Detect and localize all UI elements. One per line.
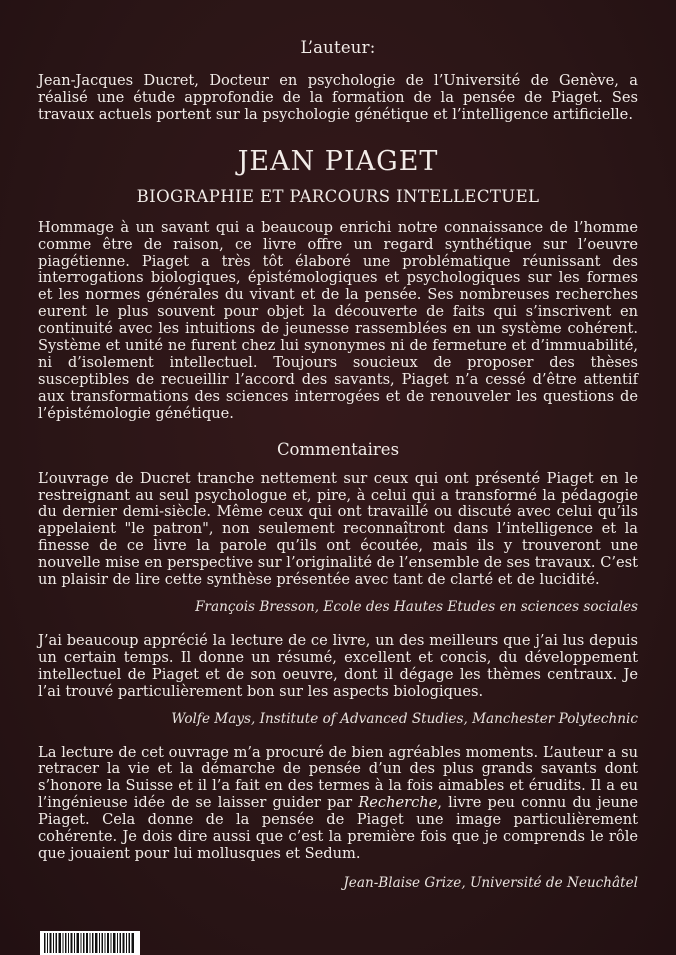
comment-text-mays: J’ai beaucoup apprécié la lecture de ce livre, un des meilleurs que j’ai lus depuis un certain temps. Il donne un résumé, excellent et concis, du développement intellectuel de Piaget et de son oeuvre, dont il dégage les thèmes centraux. Je l’ai trouvé particulièrement bon sur les aspects biologiques.	[38, 631, 638, 700]
comment-text-grize-part1: La lecture de cet ouvrage m’a procuré de bien agréables moments. L’auteur a su retracer la vie et la démarche de pensée d’un des plus grands savants dont s’honore la Suisse et il l’a fait en des termes à la fois aimables et érudits. Il a eu l’ingénieuse idée de se laisser guider par	[38, 743, 638, 812]
author-heading: L’auteur:	[300, 38, 376, 57]
comment-attribution-mays: Wolfe Mays, Institute of Advanced Studies, Manchester Polytechnic	[171, 710, 638, 727]
barcode-icon	[44, 933, 136, 953]
barcode	[40, 931, 140, 955]
comment-text-grize-part2: , livre peu connu du jeune Piaget. Cela donne de la pensée de Piaget une image particulièrement cohérente. Je dois dire aussi que c’est la première fois que je comprends le rôle que jouaient pour lui mollusques et Sedum.	[38, 794, 638, 862]
book-subtitle: BIOGRAPHIE ET PARCOURS INTELLECTUEL	[136, 186, 540, 206]
comment-attribution-grize: Jean-Blaise Grize, Université de Neuchâtel	[343, 874, 638, 891]
comment-text-bresson: L’ouvrage de Ducret tranche nettement sur ceux qui ont présenté Piaget en le restreignant au seul psychologue et, pire, à celui qui a transformé la pédagogie du dernier demi-siècle. Même ceux qui ont travaillé ou discuté avec celui qu’ils appelaient "le patron", non seulement reconnaîtront dans l’intelligence et la finesse de ce livre la parole qu’ils ont écoutée, mais ils y trouveront une nouvelle mise en perspective sur l’originalité de l’ensemble de ses travaux. C’est un plaisir de lire cette synthèse présentée avec tant de clarté et de lucidité.	[38, 469, 638, 589]
comment-attribution-bresson: François Bresson, Ecole des Hautes Etudes en sciences sociales	[195, 598, 638, 615]
book-summary: Hommage à un savant qui a beaucoup enrichi notre connaissance de l’homme comme être de raison, ce livre offre un regard synthétique sur l’oeuvre piagétienne. Piaget a très tôt élaboré une problématique réunissant des interrogations biologiques, épistémologiques et psychologiques sur les formes et les normes générales du vivant et de la pensée. Ses nombreuses recherches eurent le plus souvent pour objet la découverte de faits qui s’inscrivent en continuité avec les intuitions de jeunesse rassemblées en un système cohérent. Système et unité ne furent chez lui synonymes ni de fermeture et d’immuabilité, ni d’isolement intellectuel. Toujours soucieux de proposer des thèses susceptibles de recueillir l’accord des savants, Piaget n’a cessé d’être attentif aux transformations des sciences interrogées et de renouveler les questions de l’épistémologie génétique.	[38, 218, 638, 422]
book-title: JEAN PIAGET	[237, 145, 439, 177]
comments-heading: Commentaires	[276, 439, 400, 459]
comment-text-grize-book-title: Recherche	[358, 794, 438, 812]
back-cover	[38, 38, 638, 891]
comment-text-grize	[38, 745, 638, 863]
author-bio: Jean-Jacques Ducret, Docteur en psychologie de l’Université de Genève, a réalisé une étude approfondie de la formation de la pensée de Piaget. Ses travaux actuels portent sur la psychologie génétique et l’intelligence artificielle.	[38, 72, 638, 123]
